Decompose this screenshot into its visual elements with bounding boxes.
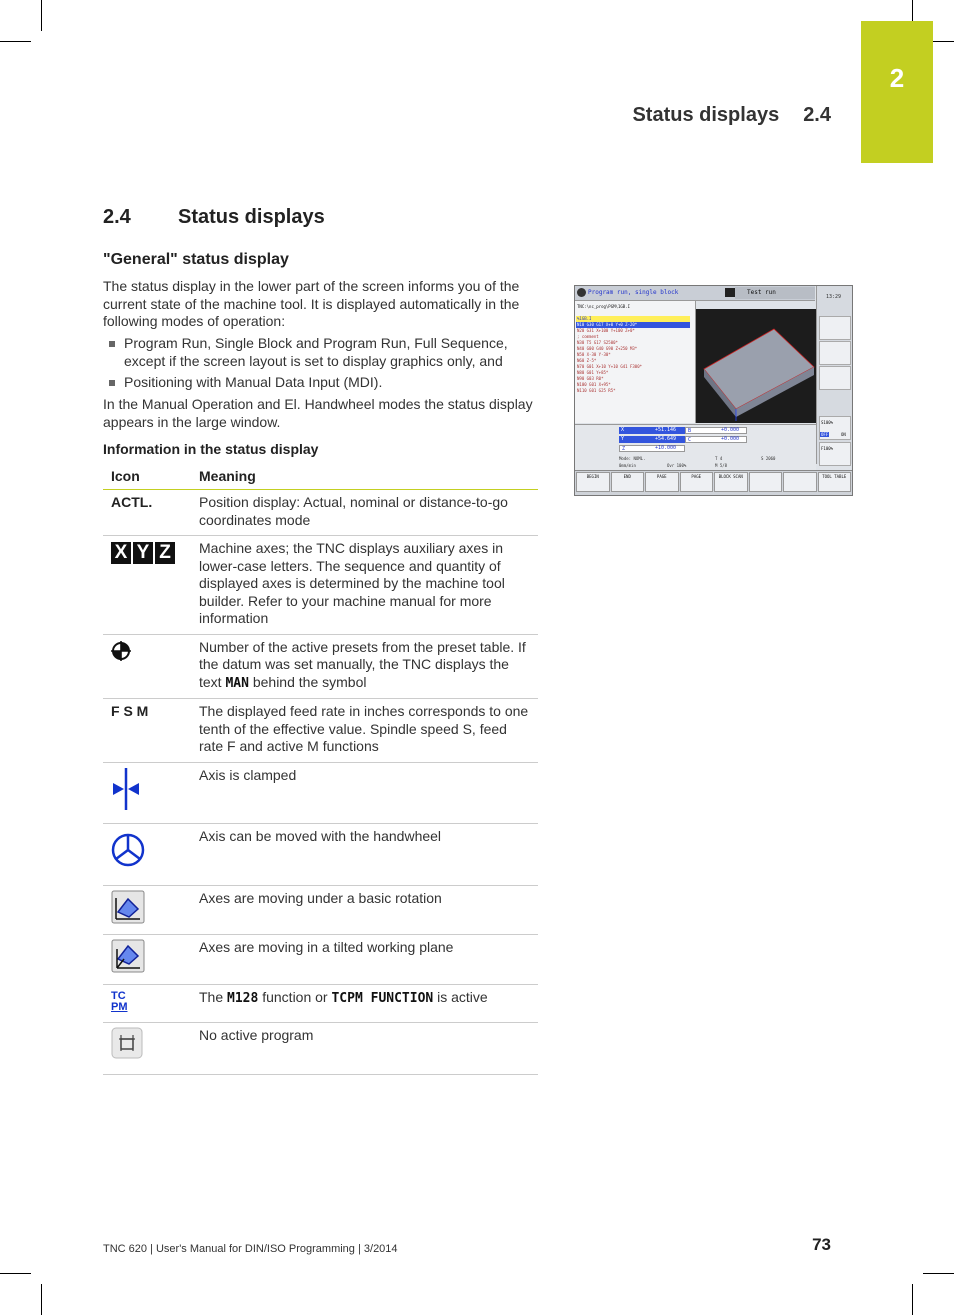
- crop-mark: [923, 1273, 954, 1274]
- header-section: 2.4: [803, 104, 831, 126]
- tnc-pos-x-value: +51.146: [655, 427, 677, 433]
- tnc-program-line: N50 X-30 Y-30*: [577, 352, 611, 357]
- axes-icon: [111, 542, 175, 564]
- row-meaning: The: [199, 988, 228, 1005]
- m128-code: M128: [227, 990, 259, 1006]
- tnc-spindle-status: S 2060: [761, 456, 776, 461]
- tnc-program-line: N110 G01 G25 R5*: [577, 388, 616, 393]
- table-row: [103, 885, 538, 935]
- tnc-program-line: N100 G01 X+95*: [577, 382, 611, 387]
- tcpm-line-2: PM: [111, 1000, 128, 1013]
- tnc-program-list: [577, 316, 693, 394]
- bullet-item: [103, 335, 545, 370]
- handwheel-icon: [111, 832, 145, 868]
- chapter-tab: [861, 21, 933, 163]
- tilted-plane-icon: [111, 939, 145, 973]
- row-meaning-mid: function or: [258, 988, 332, 1005]
- tnc-program-line: N60 Z-5*: [577, 358, 597, 363]
- bullet-text: Program Run, Single Block and Program Run, Full Sequence, except if the screen layout is set to display graphics only, and: [124, 335, 508, 369]
- row-meaning: Axis can be moved with the handwheel: [191, 823, 538, 885]
- tnc-pos-x-label: X: [619, 427, 685, 434]
- table-header: [103, 463, 538, 490]
- header-title: Status displays: [632, 104, 780, 126]
- intro-paragraph: The status display in the lower part of the screen informs you of the current state of the machine tool. It is displayed automatically in the following modes of operation:: [103, 278, 520, 329]
- tnc-override-s: S100%: [821, 420, 834, 425]
- tnc-on-label: ON: [841, 432, 846, 437]
- tnc-program-line: ; comment: [577, 334, 599, 339]
- status-table: [103, 463, 538, 1075]
- man-code: MAN: [225, 675, 249, 691]
- tnc-rot-b-label: B: [685, 427, 747, 434]
- fsm-label: F S M: [111, 703, 149, 719]
- tnc-program-line: N80 G01 Y+85*: [577, 370, 609, 375]
- table-row: [103, 1022, 538, 1074]
- tnc-screenshot: [574, 285, 853, 496]
- tcpm-line-1: TC: [111, 989, 126, 1002]
- row-meaning: Number of the active presets from the preset table. If the datum was set manually, the TNC displays the text: [199, 638, 526, 690]
- tnc-off-label: OFF: [821, 432, 829, 437]
- row-meaning: The displayed feed rate in inches corresponds to one tenth of the effective value. Spindle speed S, feed rate F and active M functions: [191, 699, 538, 763]
- tnc-side-button: [819, 341, 851, 365]
- row-meaning: Machine axes; the TNC displays auxiliary axes in lower-case letters. The sequence and quantity of displayed axes is determined by the machine tool builder. Refer to your machine manual for more information: [191, 536, 538, 635]
- tnc-program-line: N10 G30 G17 X+0 Y+0 Z-20*: [577, 322, 638, 327]
- table-row: [103, 699, 538, 763]
- row-meaning: No active program: [191, 1022, 538, 1074]
- running-header: [632, 104, 831, 127]
- tnc-rot-b-value: +0.000: [721, 427, 740, 433]
- tnc-mode-status: Mode: NOML.: [619, 456, 646, 461]
- tnc-softkey[interactable]: BEGIN: [576, 472, 610, 492]
- crop-mark: [41, 0, 42, 31]
- info-heading: Information in the status display: [103, 441, 319, 457]
- tcpm-code: TCPM FUNCTION: [331, 990, 434, 1006]
- tnc-tool-status: T 4: [715, 456, 723, 461]
- tnc-clock: 13:29: [826, 294, 842, 300]
- row-meaning: Axes are moving in a tilted working plane: [191, 935, 538, 985]
- tnc-softkey[interactable]: BLOCK SCAN: [714, 472, 748, 492]
- axis-x-letter: X: [111, 542, 131, 564]
- crop-mark: [0, 1273, 31, 1274]
- subsection-title: "General" status display: [103, 251, 289, 268]
- bullet-text: Positioning with Manual Data Input (MDI).: [124, 374, 383, 390]
- tnc-feed-status: 0mm/min: [619, 463, 636, 468]
- tnc-mode-icon: [577, 288, 586, 297]
- col-meaning-header: Meaning: [191, 463, 538, 490]
- table-row: [103, 490, 538, 536]
- tnc-mode2-icon: [725, 288, 735, 297]
- col-icon-header: Icon: [103, 463, 191, 490]
- tnc-softkey[interactable]: [749, 472, 783, 492]
- section-name: Status displays: [178, 206, 325, 228]
- tnc-softkey[interactable]: [783, 472, 817, 492]
- tnc-rot-c-label: C: [685, 436, 747, 443]
- axis-clamped-icon: [111, 767, 141, 811]
- bullet-item: [103, 374, 545, 392]
- crop-mark: [0, 41, 31, 42]
- no-program-icon: [111, 1027, 143, 1059]
- table-row: [103, 536, 538, 635]
- tnc-program-line: N20 G31 X+100 Y+100 Z+0*: [577, 328, 635, 333]
- tnc-pos-z-value: +10.000: [655, 445, 677, 451]
- tnc-program-line: N40 G00 G40 G90 Z+250 M3*: [577, 346, 638, 351]
- tnc-override-f: F100%: [821, 446, 834, 451]
- bullet-icon: [109, 341, 115, 347]
- tnc-softkeys: [576, 472, 851, 492]
- chapter-number: 2: [889, 63, 905, 93]
- crop-mark: [41, 1284, 42, 1315]
- axis-z-letter: Z: [155, 542, 175, 564]
- table-row: [103, 935, 538, 985]
- row-meaning-tail: behind the symbol: [248, 673, 367, 690]
- tnc-side-button: [819, 366, 851, 390]
- section-title: [103, 206, 325, 229]
- table-row: [103, 762, 538, 823]
- tnc-side-button: [819, 316, 851, 340]
- bullet-icon: [109, 380, 115, 386]
- table-row: [103, 823, 538, 885]
- tnc-pos-y-value: +54.649: [655, 436, 677, 442]
- manual-note: In the Manual Operation and El. Handwheel modes the status display appears in the large window.: [103, 396, 533, 430]
- tnc-m-status: M 5/8: [715, 463, 728, 468]
- basic-rotation-icon: [111, 890, 145, 924]
- preset-icon: [111, 641, 131, 661]
- row-meaning: Axis is clamped: [191, 762, 538, 823]
- tnc-file-path: TNC:\nc_prog\PGM\1GB.I: [577, 304, 630, 309]
- actl-label: ACTL.: [111, 494, 153, 510]
- row-meaning: Axes are moving under a basic rotation: [191, 885, 538, 935]
- tnc-ovr-status: Ovr 100%: [667, 463, 687, 468]
- table-row: [103, 634, 538, 699]
- tnc-workpiece: [696, 309, 816, 423]
- tnc-rot-c-value: +0.000: [721, 436, 740, 442]
- tnc-program-line: N90 G03 R0*: [577, 376, 604, 381]
- tnc-softkey[interactable]: PAGE: [680, 472, 714, 492]
- tnc-mode2-label: Test run: [747, 289, 776, 296]
- row-meaning-tail: is active: [433, 988, 488, 1005]
- tnc-program-line: N70 G01 X+10 Y+10 G41 F300*: [577, 364, 643, 369]
- tnc-program-line: %1GB.I: [577, 316, 592, 321]
- tcpm-icon: [111, 991, 183, 1013]
- crop-mark: [912, 1284, 913, 1315]
- page-number: 73: [812, 1235, 831, 1254]
- tnc-softkey[interactable]: END: [611, 472, 645, 492]
- tnc-softkey[interactable]: PAGE: [645, 472, 679, 492]
- table-row: [103, 984, 538, 1022]
- tnc-softkey[interactable]: TOOL TABLE: [818, 472, 852, 492]
- tnc-program-line: N30 T5 G17 S2500*: [577, 340, 618, 345]
- axis-y-letter: Y: [133, 542, 153, 564]
- tnc-mode-label: Program run, single block: [588, 289, 679, 296]
- row-meaning: Position display: Actual, nominal or distance-to-go coordinates mode: [191, 490, 538, 536]
- tnc-pos-z-label: Z: [619, 445, 685, 452]
- footer-text: TNC 620 | User's Manual for DIN/ISO Programming | 3/2014: [103, 1243, 398, 1255]
- section-number: 2.4: [103, 206, 131, 228]
- tnc-pos-y-label: Y: [619, 436, 685, 443]
